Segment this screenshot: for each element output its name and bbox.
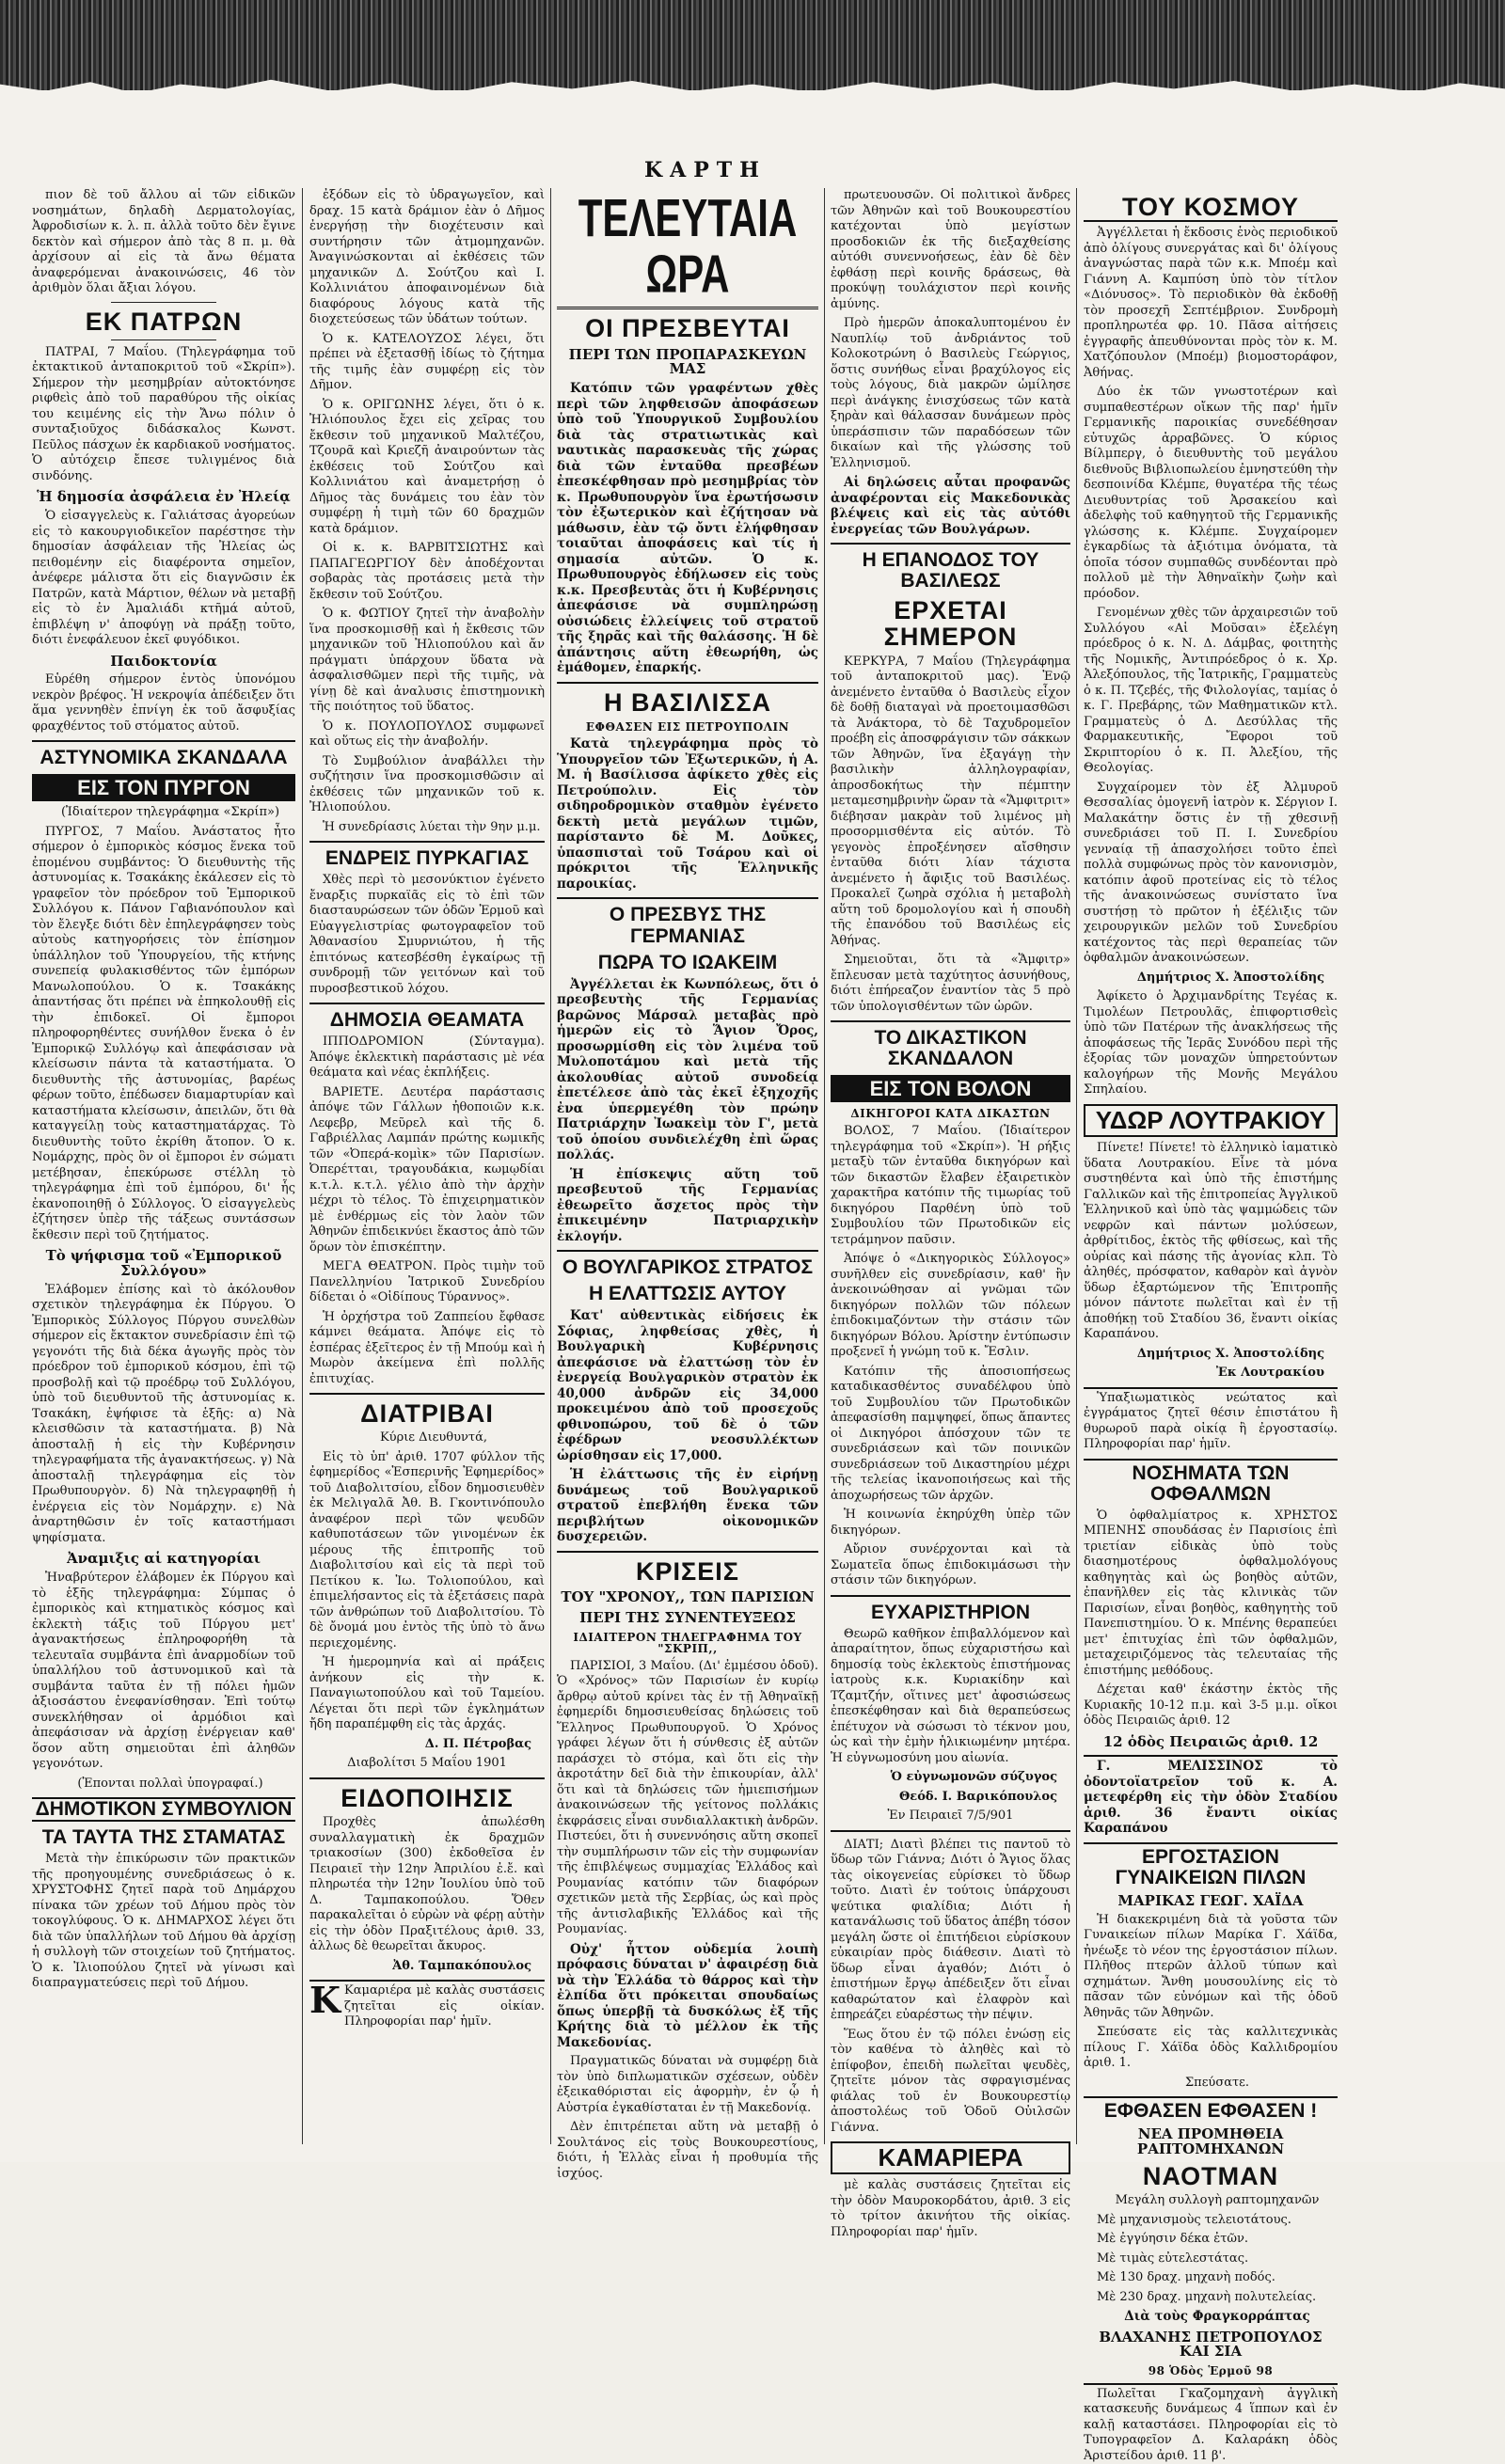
paragraph: Ἀφίκετο ὁ Ἀρχιμανδρίτης Τεγέας κ. Τιμολέων Πετρουλᾶς, ἐπιφορτισθεὶς ὑπὸ τῶν Πατέρων τῆς ἀνακλήσεως τῆς ἀποφάσεως τῆς Ἱερᾶς Συνόδου περὶ τῆς ἐξορίας τῶν μοναχῶν ὑπηρετούντων καλογήρων τῆς Μονῆς Μεγάλου Σπηλαίου. — [1084, 989, 1338, 1098]
headline-kriseis: ΚΡΙΣΕΙΣ — [636, 1556, 739, 1586]
headline-ek-patron: ΕΚ ΠΑΤΡΩΝ — [85, 307, 243, 336]
subhead: ΜΑΡΙΚΑΣ ΓΕΩΓ. ΧΑΪΔΑ — [1117, 1892, 1304, 1910]
signature-place: Ἐκ Λουτρακίου — [1215, 1366, 1324, 1381]
divider — [831, 1830, 1070, 1832]
headline-stamatas: ΤΑ ΤΑΥΤΑ ΤΗΣ ΣΤΑΜΑΤΑΣ — [41, 1826, 286, 1849]
headline-tou-kosmou: ΤΟΥ ΚΟΣΜΟΥ — [1084, 194, 1338, 222]
paragraph: Εἰς τὸ ὑπ' ἀριθ. 1707 φύλλον τῆς ἐφημερίδος «Ἑσπερινῆς Ἐφημερίδος» τοῦ Διαβολιτσίου, εἶδον δημοσιευθὲν ἐκ Μελιγαλᾶ Ἀθ. Β. Γκοντινόπουλο ἀναφέρον περὶ τῶν ψευδῶν καθυποτάσεων τῶν γινομένων ἐκ μέρους τῆς ἐπιτροπῆς τοῦ Διαβολιτσίου καὶ εἰς τὰ περὶ τοῦ Πετίκου κ. Ἰω. Τολιοπούλου, καὶ ἐπιμελήσαντος εἰς τὰ ἐξετάσεις παρὰ τῶν ἀνθρώπων τοῦ Διαβολιτσίου. Τὸ δὲ ὄνομά μου ἐντὸς τῆς ὑπὸ τὸ ἄνω περιεχομένης. — [309, 1449, 545, 1651]
paragraph: Δέχεται καθ' ἑκάστην ἐκτὸς τῆς Κυριακῆς 10-12 π.μ. καὶ 3-5 μ.μ. οἴκοι ὁδὸς Πειραιῶς ἀριθ. 12 — [1084, 1682, 1338, 1729]
headline-nosimata: ΝΟΣΗΜΑΤΑ ΤΩΝ ΟΦΘΑΛΜΩΝ — [1084, 1459, 1338, 1505]
paragraph: Πραγματικῶς δύναται νὰ συμφέρῃ διὰ τὸν ὑπὸ διπλωματικῶν σχέσεων, οὐδὲν ἐξεικαθόρισται εἰς ἀφορμὴν, ἐν ᾧ ἡ Αὐστρία ἐγκαθίσταται ἐν τῇ Μακεδονίᾳ. — [557, 2054, 818, 2115]
ad-text: Καμαριέρα μὲ καλὰς συστάσεις ζητεῖται εἰς οἰκίαν. Πληροφορίαι παρ' ἡμῖν. — [344, 1983, 545, 2030]
classified-ad: Κ Καμαριέρα μὲ καλὰς συστάσεις ζητεῖται εἰς οἰκίαν. Πληροφορίαι παρ' ἡμῖν. — [309, 1979, 545, 2030]
column-4 — [831, 188, 1070, 2239]
headline-kamariera: ΚΑΜΑΡΙΕΡΑ — [831, 2141, 1070, 2174]
list-item: Μὲ μηχανισμοὺς τελειοτάτους. — [1097, 2212, 1291, 2227]
paragraph: Πρὸ ἡμερῶν ἀποκαλυπτομένου ἐν Ναυπλίῳ τοῦ ἀνδριάντος τοῦ Κολοκοτρώνη ὁ Βασιλεὺς Γεώργιος, ὅστις συνήθως εἶναι βραχύλογος εἰς τοὺς λόγους, διὰ μακρῶν ὡμίλησε περὶ ἀνάγκης ἐνισχύσεως τῶν κατὰ ξηρὰν καὶ θάλασσαν δυνάμεων πρὸς ὑπεράσπισιν τῶν παραδόσεων τῶν δικαίων καὶ τῆς γλώσσης τοῦ Ἑλληνισμοῦ. — [831, 316, 1070, 470]
headline-eyxaristirion: ΕΥΧΑΡΙΣΤΗΡΙΟΝ — [871, 1601, 1030, 1623]
headline-teleutaia-ora: ΤΕΛΕΥΤΑΙΑ ΩΡΑ — [578, 187, 798, 304]
paragraph: Ἡ συνεδρίασις λύεται τὴν 9ην μ.μ. — [323, 819, 541, 834]
divider — [111, 302, 216, 303]
paragraph: Οἱ κ. κ. ΒΑΡΒΙΤΣΙΩΤΗΣ καὶ ΠΑΠΑΓΕΩΡΓΙΟΥ δὲν ἀποδέχονται σοβαρὰς τὰς προτάσεις μετὰ τὴν ἔκθεσιν τοῦ Σούτζου. — [309, 541, 545, 602]
headline-diatribai: ΔΙΑΤΡΙΒΑΙ — [360, 1399, 494, 1429]
divider — [32, 740, 295, 742]
signature: Ὁ εὐγνωμονῶν σύζυγος — [890, 1770, 1057, 1785]
headline-dimotikon: ΔΗΜΟΤΙΚΟΝ ΣΥΜΒΟΥΛΙΟΝ — [32, 1797, 295, 1822]
paragraph: Ὁ κ. ΚΑΤΕΛΟΥΖΟΣ λέγει, ὅτι πρέπει νὰ ἐξετασθῇ ἰδίως τὸ ζήτημα τῆς τιμῆς ἐὰν συμφέρῃ εἰς τὸν Δῆμον. — [309, 331, 545, 392]
headline-iokeim: ΠΩΡΑ ΤΟ ΙΩΑΚΕΙΜ — [597, 951, 778, 973]
headline-efthasen: ΕΦΘΑΣΕΝ ΕΦΘΑΣΕΝ ! — [1084, 2096, 1338, 2122]
subhead: Ἀναμιξις αἱ κατηγορίαι — [66, 1550, 261, 1568]
subhead: Τὸ ψήφισμα τοῦ «Ἐμπορικοῦ Συλλόγου» — [45, 1247, 282, 1280]
paragraph: Ἠναβρύτερον ἐλάβομεν ἐκ Πύργου καὶ τὸ ἑξῆς τηλεγράφημα: Σύμπας ὁ ἐμπορικὸς καὶ κτηματικὸς κόσμος καὶ ἐκλεκτὴ τάξις τοῦ Πύργου μετ' ἀγανακτήσεως ἐπληροφορήθη τὰ τελευταῖα συμβάντα ἐπὶ ἀναρμοδίων τοῦ ὑπαλλήλου τοῦ ἀστυνομικοῦ καὶ τὰ συμβάντα ταῦτα ἐν τῇ πόλει ἡμῶν ἀξιοσάστου ἐνεφανίσθησαν. Ἐπὶ τούτῳ συνεκλήθησαν οἱ ἀρμόδιοι καὶ ἀπεφάσισαν νὰ ἀρχίσῃ ἐνέργειαν καθ' ὅσον αὕτη σημειοῦται ἐπὶ ἀληθῶν γεγονότων. — [32, 1571, 295, 1772]
dateline: Διαβολίτσι 5 Μαΐου 1901 — [347, 1756, 507, 1771]
paragraph: Σπεύσατε εἰς τὰς καλλιτεχνικὰς πίλους Γ. Χάϊδα ὁδὸς Καλλιδρομίου ἀριθ. 1. — [1084, 2025, 1338, 2071]
column-rule — [1076, 188, 1077, 2144]
list-item: Μὲ τιμὰς εὐτελεστάτας. — [1097, 2251, 1249, 2266]
headline-voulgarikos: Ο ΒΟΥΛΓΑΡΙΚΟΣ ΣΤΡΑΤΟΣ — [562, 1256, 814, 1279]
subhead: ΝΕΑ ΠΡΟΜΗΘΕΙΑ ΡΑΠΤΟΜΗΧΑΝΩΝ — [1136, 2125, 1285, 2158]
paragraph: ΠΑΡΙΣΙΟΙ, 3 Μαΐου. (Δι' ἐμμέσου ὁδοῦ). Ὁ «Χρόνος» τῶν Παρισίων ἐν κυρίῳ ἄρθρῳ αὐτοῦ κρίνει τὰς ἐν τῇ Ἀθηναϊκῇ ἐφημερίδι δημοσιευθείσας δηλώσεις τοῦ Ἕλληνος Πρωθυπουργοῦ. Ὁ Χρόνος γράφει λέγων ὅτι ἡ σύνθεσις ἐξ αὐτῶν παράσχει τὸ στόμα, καὶ ὅτι εἰς τὴν ἀκροτάτην δεῖ διὰ τὴν ἐπικουρίαν, ἀλλ' ὅτι καὶ τὰ δηλώσεις τῶν ἡμιεπισήμων ἀνακοινώσεων τῆς γείτονος πολλάκις ἐκφράσεις εἶναι συνδιαλλακτικὴ ἀνδρῶν. Πιστεύει, ὅτι ἡ συνεννόησις αὕτη σκοπεῖ τὴν συμπλήρωσιν τῶν εἰς τὴν συμφωνίαν τῆς ἐπιβλέψεως συμμαχίας Ἑλλάδος καὶ Ρουμανίας κατόπιν τῶν διαφόρων σχετικῶν μετὰ τῆς Σερβίας, ὡς καὶ πρὸς τῆς ἀντισλαβικῆς Ἑλλάδος καὶ τῆς Ρουμανίας. — [557, 1658, 818, 1937]
paragraph: ἐξόδων εἰς τὸ ὑδραγωγεῖον, καὶ δραχ. 15 κατὰ δράμιον ἐὰν ὁ Δῆμος ἐνεργήσῃ τὴν διοχέτευσιν καὶ συντήρησιν τῶν ἀτμομηχανῶν. Ἀναγινώσκονται αἱ ἐκθέσεις τῶν μηχανικῶν Δ. Σούτζου καὶ Ι. Κολλινιάτου ἀποφαινομένων διὰ διαφόρους λόγους κατὰ τῆς διοχετεύσεως τῶν ὑδάτων τούτων. — [309, 188, 545, 326]
headline-vasilissa: Η ΒΑΣΙΛΙΣΣΑ — [603, 687, 772, 717]
paragraph: Ἀπόψε ὁ «Δικηγορικὸς Σύλλογος» συνῆλθεν εἰς συνεδρίασιν, καθ' ἣν ἀνεκοινώθησαν αἱ γνῶμαι τῶν δικηγόρων πολλῶν τῶν πόλεων ἐπιδοκιμαζόντων τὴν στάσιν τῶν δικηγόρων Βόλου. Ἀρίστην ἐντύπωσιν προξενεῖ ἡ γνώμη τοῦ κ. Ἔσλιν. — [831, 1252, 1070, 1360]
ad-text: Ὑπαξιωματικὸς νεώτατος καὶ ἐγγράματος ζητεῖ θέσιν ἐπιστάτου ἢ θυρωροῦ παρὰ οἰκίᾳ ἢ ἐργοστασίῳ. Πληροφορίαι παρ' ἡμῖν. — [1084, 1390, 1338, 1452]
paragraph: Οὐχ' ἧττον οὐδεμία λοιπὴ πρόφασις δύναται ν' ἀφαιρέσῃ διὰ νὰ τὴν Ἑλλάδα τὸ θάρρος καὶ τὴν ἐλπίδα ὅτι πρόκειται σπουδαίως ὅπως ὑπερβῇ τὰ δυσκόλως ἐξ τῆς Κρήτης διὰ τὸ μέλλον ἐκ τῆς Μακεδονίας. — [557, 1941, 818, 2050]
paragraph: Χθὲς περὶ τὸ μεσονύκτιον ἐγένετο ἔναρξις πυρκαϊᾶς εἰς τὸ ἐπὶ τῶν διασταυρώσεων τῶν ὁδῶν Ἑρμοῦ καὶ Εὐαγγελιστρίας φωτογραφεῖον τοῦ Ἀθανασίου Σμυρνιώτου, ἡ τῆς ἐπιτόνως κατεσβέσθη ἐγκαίρως τῇ συνδρομῇ τῶν γειτόνων καὶ τοῦ πυροσβεστικοῦ λόχου. — [309, 873, 545, 996]
classified-ad — [1084, 1387, 1338, 1453]
paragraph: Θεωρῶ καθῆκον ἐπιβαλλόμενον καὶ ἀπαραίτητον, ὅπως εὐχαριστήσω καὶ δημοσίᾳ τοὺς ἐκλεκτοὺς ἐπιστήμονας ἰατροὺς κ.κ. Κυριακίδην καὶ Τζαμτζήν, οἵτινες μετ' ἀφοσιώσεως ἐπεσκέφθησαν καὶ διὰ θεραπεύσεως ἐπέτυχον νὰ σώσωσι τὸ τέκνον μου, ὡς καὶ τὴν ἐμὴν ἡλικιωμένην μητέρα. Ἡ εὐγνωμοσύνη μου αἰωνία. — [831, 1626, 1070, 1765]
divider — [309, 1003, 545, 1004]
divider — [557, 897, 818, 899]
paragraph: Κατ' αὐθεντικὰς εἰδήσεις ἐκ Σόφιας, ληφθείσας χθὲς, ἡ Βουλγαρικὴ Κυβέρνησις ἀπεφάσισε νὰ ἐλαττώσῃ τὸν ἐν ἐνεργείᾳ Βουλγαρικὸν στρατὸν ἐκ 40,000 ἀνδρῶν εἰς 34,000 προκειμένου ἀπὸ τοῦ προσεχοῦς φθινοπώρου, τοῦ δὲ ὁ τῶν ἐφέδρων νεοσυλλέκτων ὡρίσθησαν εἰς 17,000. — [557, 1308, 818, 1463]
paragraph: Κατόπιν τῆς ἀποσιοπήσεως καταδικασθέντος συναδέλφου ὑπὸ τοῦ Συμβουλίου τῶν Πρωτοδικῶν ἀπεφασίσθη παμψηφεί, ὅπως ἅπαντες οἱ Δικηγόροι ἀπόσχουν τῶν τε συνεδριάσεων καὶ τῶν ποινικῶν συνεδριάσεων τοῦ Δικαστηρίου μέχρι τῆς τελείας ἱκανοποιήσεως καὶ τῆς ἀποχωρήσεως τῶν ἀρχῶν. — [831, 1364, 1070, 1503]
paragraph: πρωτευουσῶν. Οἱ πολιτικοὶ ἄνδρες τῶν Ἀθηνῶν καὶ τοῦ Βουκουρεστίου κατέχονται ὑπὸ μεγίστων προσδοκιῶν ἐκ τῆς διεξαχθείσης αὐτόθι συνεννοήσεως, ἐὰν δὲ δὲν ἐφθάσῃ περὶ κοινῆς δράσεως, θὰ προκύψῃ τουλάχιστον περὶ κοινῆς ἀμύνης. — [831, 188, 1070, 311]
headline-naotman: ΝΑΟΤΜΑΝ — [1142, 2161, 1279, 2190]
paragraph: ΠΥΡΓΟΣ, 7 Μαΐου. Ἀνάστατος ἦτο σήμερον ὁ ἐμπορικὸς κόσμος ἕνεκα τοῦ ἐπομένου συμβάντος: Ὁ διευθυντὴς τῆς ἀστυνομίας κ. Τσακάκης ἐκάλεσεν εἰς τὸ γραφεῖον τὸν πρόεδρον τοῦ Ἐμπορικοῦ Συλλόγου κ. Πάνον Γαβιανόπουλον καὶ τὸν ἔλεγξε διότι δὲν ἐπηλεγράφησεν τοὺς αὐτοὺς κατηγορήσεις τὸν ἐπίσημον ὑπάλληλον τοῦ Ὑπουργείου, τῆς κτήνης συνεπείᾳ φυλακισθέντος τῶν ἐμπόρων Μανωλοπούλου. Ὁ κ. Τσακάκης ἀπαντήσας ὅτι πρέπει νὰ ἐπηκολουθῇ εἰς τὴν ἐπιδοκεῖ. Οἱ ἔμποροι πληροφορηθέντες συνήλθον ἕνεκα ὁ ἐν Ἐμπορικῷ Συλλόγῳ καὶ ἀπεφάσισαν νὰ κλείσωσιν πάντα τὰ καταστήματα. Ὁ διευθυντὴς τῆς ἀστυνομίας, βαρέως φέρων τοῦτο, ἐπέδωσεν διαμαρτυρίαν καὶ καταστήματα κλείσωσιν, ἀπειλῶν, ὅτι θὰ καταγγείλῃ τοὺς καταστηματάρχας. Τὸ διευθυντὴς τοῦτο ἐκρίθη ἄτοπον. Ὁ κ. Νομάρχης, πρὸς ὃν οἱ ἔμποροι ἐν σώματι μετέβησαν, ἐπεκύρωσε στέλλη τὸ τηλεγράφημα ἐπὶ τοῦ ἐμπόρου, δι' ἧς ἐκανοποιηθῇ ὁ Σύλλογος. Ὁ εἰσαγγελεὺς ἐζήτησεν ὑπὲρ τῆς τάξεως συντάσσων ἔκθεσιν περὶ τοῦ ζητήματος. — [32, 824, 295, 1242]
headline-astynomika: ΑΣΤΥΝΟΜΙΚΑ ΣΚΑΝΔΑΛΑ — [40, 747, 288, 769]
column-2 — [309, 188, 545, 2144]
signatures-note: (Ἐπονται πολλαὶ ὑπογραφαί.) — [77, 1776, 263, 1791]
paragraph: Συγχαίρομεν τὸν ἐξ Ἀλμυροῦ Θεσσαλίας ὁμογενῆ ἰατρὸν κ. Σέργιον Ι. Μαλακάτην ὅστις ἐν τῇ χθεσινῇ συνεδριάσει τοῦ Π. Ι. Συνεδρίου γενναίᾳ τῇ ἀπασχολήσει τοῦτο ἐπεὶ πολλὰ συμφώνως πρὸς τὸν κανονισμὸν, κατόπιν ἀφοῦ προτείνας εἰς τὸ τέλος τῆς ἀνακοινώσεως συνίστατο ἵνα συστήσῃ τὸ πρῶτον ἡ ἐξέλιξις τῶν χειρουργικῶν μελῶν τοῦ Συνεδρίου κατέχοντος τὰς περὶ θεραπείας τῶν ὀφθαλμῶν ἀνακοινώσεων. — [1084, 780, 1338, 966]
headline-erxetai: ΕΡΧΕΤΑΙ ΣΗΜΕΡΟΝ — [883, 596, 1018, 652]
paragraph: Ὁ κ. ΦΩΤΙΟΥ ζητεῖ τὴν ἀναβολὴν ἵνα προσκομισθῇ καὶ ἡ ἔκθεσις τῶν μηχανικῶν τοῦ Ἠλιοπούλου καὶ ἄν πράγματι ὑπάρχουν ὕδατα νὰ ἀσφαλισθῶμεν περὶ τῆς τιμῆς, νὰ γίνῃ δὲ καὶ ἀναλυσις ἐπιστημονικὴ τῆς ποιότητος τοῦ ὕδατος. — [309, 607, 545, 714]
classified-ad — [1084, 1755, 1338, 1837]
divider — [309, 1393, 545, 1395]
paragraph: Ἡ ἡμερομηνία καὶ αἱ πράξεις ἀνήκουν εἰς τὴν κ. Παναγιωτοπούλου καὶ τοῦ Ταμείου. Λέγεται ὅτι περὶ τῶν ἐγκλημάτων ἤδη παραπέμφθη εἰς τὰς ἀρχάς. — [309, 1655, 545, 1732]
paragraph: Μεγάλη συλλογὴ ραπτομηχανῶν — [1115, 2193, 1320, 2208]
paragraph: ΒΟΛΟΣ, 7 Μαΐου. (Ἰδιαίτερον τηλεγράφημα τοῦ «Σκρίπ»). Ἡ ρήξις μεταξὺ τῶν ἐνταῦθα δικηγόρων καὶ τῶν δικαστῶν ἔλαβεν ἐξαιρετικὸν χαρακτῆρα κατόπιν τῆς τιμωρίας τοῦ δικηγόρου Παρθένη ὑπὸ τοῦ Συμβουλίου τῶν Πρωτοδικῶν εἰς τετράμηνον παῦσιν. — [831, 1124, 1070, 1247]
ad-text: Γ. ΜΕΛΙΣΣΙΝΟΣ τὸ ὀδοντοϊατρεῖον τοῦ κ. Α. μετεφέρθη εἰς τὴν ὁδὸν Σταδίου ἀριθ. 36 ἔναντι οἰκίας Καραπάνου — [1084, 1759, 1338, 1837]
address-line: 98 Ὁδὸς Ἑρμοῦ 98 — [1148, 2364, 1274, 2378]
column-rule — [302, 188, 303, 2144]
headline-eidopoiisis: ΕΙΔΟΠΟΙΗΣΙΣ — [341, 1783, 514, 1812]
paragraph: Ἀγγέλλεται ἡ ἔκδοσις ἑνὸς περιοδικοῦ ἀπὸ ὀλίγους συνεργάτας καὶ δι' ὀλίγους ἀναγνώστας παρὰ τῶν κ.κ. Μποέμ καὶ Γιάννη Α. Καμπύση ὑπὸ τὸν τίτλον «Διόνυσος». Τὸ περιοδικὸν θὰ ἐκδοθῇ τὸν προσεχῆ Σεπτέμβριον. Συνδρομὴ προπληρωτέα φρ. 10. Πᾶσα αἰτήσεις ἐγγραφῆς ἀπευθύνονται πρὸς τὸν κ. Μ. Χατζόπουλον (Μποέμ) βιομοστοράφον, Ἀθήνας. — [1084, 226, 1338, 380]
subhead: ΠΕΡΙ ΤΗΣ ΣΥΝΕΝΤΕΥΞΕΩΣ — [579, 1608, 796, 1626]
paragraph: Ἐλάβομεν ἐπίσης καὶ τὸ ἀκόλουθον σχετικὸν τηλεγράφημα ἐκ Πύργου. Ὁ Ἐμπορικὸς Σύλλογος Πύργου συνελθὼν σήμερον εἰς ἔκτακτον συνεδρίασιν ἐπὶ τῷ γεγονότι τῆς διὰ δέκα ἀγωγῆς πρὸς τὸν πρόεδρον τοῦ ἐμπορικοῦ κόσμου, ἐπὶ τῷ προσβολῇ καὶ τῷ προέδρῳ τοῦ Συλλόγου, ὑπὸ τοῦ διευθυντοῦ τῆς ἀστυνομίας κ. Τσακάκη, ἐψήφισε τὰ ἑξῆς: α) Νὰ κλεισθῶσιν τὰ καταστήματα. β) Νὰ ἀποσταλῇ ἡ εἰς τὴν Κυβέρνησιν τηλεγραφήματα τῆς ἀγανακτήσεως. γ) Νὰ ἀποσταλῇ τηλεγράφημα εἰς τὸν Πρωθυπουργὸν. δ) Νὰ τηλεγραφηθῇ ἡ ἐνέργεια εἰς τὸν Νομάρχην. ε) Νὰ ἀναρτηθῶσιν ἐν τοῖς καταστήμασι ψηφίσματα. — [32, 1282, 295, 1545]
divider — [557, 307, 818, 309]
divider — [557, 682, 818, 684]
paragraph: Κατόπιν τῶν γραφέντων χθὲς περὶ τῶν ληφθεισῶν ἀποφάσεων ὑπὸ τοῦ Ὑπουργικοῦ Συμβουλίου διὰ τὰς στρατιωτικὰς καὶ ναυτικὰς παρασκευὰς τῆς χώρας διὰ τῶν ἐνταῦθα πρεσβέων ἐπεσκέφθησαν πρὸ μεσημβρίας τὸν κ. Πρωθυπουργὸν ἵνα ἐρωτήσωσιν τὸν ἐξωτερικὸν καὶ ἐζήτησαν νὰ μάθωσιν, ἐὰν τῷ ὄντι ἐλήφθησαν τοιαῦται ἀποφάσεις καὶ τίς ἡ σημασία αὐτῶν. Ὁ κ. Πρωθυπουργὸς ἐδήλωσεν εἰς τοὺς κ.κ. Πρεσβευτὰς ὅτι ἡ Κυβέρνησις ἀπεφάσισε νὰ συμπληρώσῃ οὐσιώδεις ἐλλείψεις τοῦ στρατοῦ τῆς ξηρᾶς καὶ τῆς θαλάσσης. Ἡ δὲ ἀπάντησις αὕτη ἐθεωρήθη, ὡς ἐμάθομεν, ἐπαρκής. — [557, 381, 818, 676]
torn-top-band — [0, 0, 1505, 90]
subhead: ΙΔΙΑΙΤΕΡΟΝ ΤΗΛΕΓΡΑΦΗΜΑ ΤΟΥ "ΣΚΡΙΠ,, — [573, 1630, 802, 1656]
paragraph: Τὸ Συμβούλιον ἀναβάλλει τὴν συζήτησιν ἵνα προσκομισθῶσιν αἱ ἐκθέσεις τῶν μηχανικῶν τοῦ κ. Ἠλιοπούλου. — [309, 753, 545, 814]
salutation: Κύριε Διευθυντά, — [379, 1430, 488, 1445]
divider — [309, 1777, 545, 1779]
paragraph: Ἡ ἐπίσκεψις αὕτη τοῦ πρεσβευτοῦ τῆς Γερμανίας ἐθεωρεῖτο ἄσχετος πρὸς τὴν ἐπικειμένην Πατριαρχικὴν ἐκλογήν. — [557, 1166, 818, 1244]
paragraph: Δὲν ἐπιτρέπεται αὕτη νὰ μεταβῇ ὁ Σουλτάνος εἰς τοὺς Βουκουρεστίους, διότι, ἡ Ἑλλὰς εἶναι ἡ προθυμία τῆς ἰσχύος. — [557, 2120, 818, 2181]
column-3 — [557, 187, 818, 2181]
classified-ad: μὲ καλὰς συστάσεις ζητεῖται εἰς τὴν ὁδὸν Μαυροκορδάτου, ἀριθ. 3 εἰς τὸ τρίτον ἀκινήτου τῆς οἰκίας. Πληροφορίαι παρ' ἡμῖν. — [831, 2178, 1070, 2239]
subhead: ΠΕΡΙ ΤΩΝ ΠΡΟΠΑΡΑΣΚΕΥΩΝ ΜΑΣ — [568, 345, 807, 378]
divider — [557, 1551, 818, 1553]
headline-theamata: ΔΗΜΟΣΙΑ ΘΕΑΜΑΤΑ — [329, 1009, 525, 1032]
paragraph: Ἀγγέλλεται ἐκ Κωνπόλεως, ὅτι ὁ πρεσβευτὴς τῆς Γερμανίας βαρῶνος Μάρσαλ μεταβὰς πρὸ ἡμερῶν εἰς τὸ Ἅγιον Ὄρος, προσωρμίσθη εἰς τὸν λιμένα τοῦ Μυλοποτάμου καὶ μετὰ τῆς ἀκολουθίας αὐτοῦ συνοδείᾳ ἐπετέλεσε ἀπὸ τὰς ἐκεῖ ἐξηχοχῆς ἐνα ὑπερμεγέθη τὸν πρώην Πατριάρχην Ἰωακεὶμ τὸν Γ', μετὰ τοῦ ὁποίου συνδιελέχθη ἐπὶ ὥρας πολλάς. — [557, 976, 818, 1163]
divider — [831, 1020, 1070, 1022]
paragraph: ΜΕΓΑ ΘΕΑΤΡΟΝ. Πρὸς τιμὴν τοῦ Πανελληνίου Ἰατρικοῦ Συνεδρίου δίδεται ὁ «Οἰδίπους Τύραννος». — [309, 1259, 545, 1305]
subhead: Ἡ δημοσία ἀσφάλεια ἐν Ἠλείᾳ — [37, 488, 291, 506]
paragraph: Προχθὲς ἀπωλέσθη συναλλαγματικὴ ἐκ δραχμῶν τριακοσίων (300) ἐκδοθεῖσα ἐν Πειραιεῖ τὴν 12ην Ἀπριλίου ἐ.ἔ. καὶ πληρωτέα τὴν 12ην Ἰουλίου ὑπὸ τοῦ Δ. Ταμπακοπούλου. Ὅθεν παρακαλεῖται ὁ εὑρὼν νὰ φέρῃ αὐτὴν εἰς τὴν ὁδὸν Πραξιτέλους ἀριθ. 33, ἀλλως δὲ θεωρεῖται ἄκυρος. — [309, 1815, 545, 1954]
signature: Δημήτριος Χ. Ἀποστολίδης — [1136, 970, 1324, 985]
headline-eis-ton-volon: ΕΙΣ ΤΟΝ ΒΟΛΟΝ — [831, 1075, 1070, 1102]
paragraph: πιον δὲ τοῦ ἄλλου αἱ τῶν εἰδικῶν νοσημάτων, δηλαδὴ Δερματολογίας, Ἀφροδισίων κ. λ. π. ἀλλὰ τοῦτο δὲν ἔγινε δεκτὸν καὶ σήμερον ἀπὸ τὰς 8 π. μ. θὰ ἀρχίσουν αἱ εἰς τὰ ἄνω θέματα ἀναφερόμεναι ἀνακοινώσεις, 46 τὸν ἀριθμὸν ὅλαι ἄξιαι λόγου. — [32, 188, 295, 295]
signature: Δ. Π. Πέτροβας — [424, 1736, 531, 1751]
headline-eis-ton-pyrgon: ΕΙΣ ΤΟΝ ΠΥΡΓΟΝ — [32, 774, 295, 801]
signature: Ἀθ. Ταμπακόπουλος — [392, 1958, 531, 1973]
subhead: ΕΦΘΑΣΕΝ ΕΙΣ ΠΕΤΡΟΥΠΟΛΙΝ — [585, 719, 790, 734]
paragraph: Σπεύσατε. — [1184, 2075, 1250, 2090]
paragraph: Ἡ κοινωνία ἐκηρύχθη ὑπὲρ τῶν δικηγόρων. — [831, 1508, 1070, 1538]
signature: Δημήτριος Χ. Ἀποστολίδης — [1136, 1346, 1324, 1361]
headline-epanodos: Η ΕΠΑΝΟΔΟΣ ΤΟΥ ΒΑΣΙΛΕΩΣ — [862, 549, 1039, 592]
address-line: 12 ὁδὸς Πειραιῶς ἀριθ. 12 — [1102, 1732, 1319, 1750]
paragraph: Αἱ δηλώσεις αὗται προφανῶς ἀναφέρονται εἰς Μακεδονικὰς βλέψεις καὶ εἰς τὰς αὐτόθι ἐνεργείας τῶν Βουλγάρων. — [831, 475, 1070, 537]
headline-elattosis: Η ΕΛΑΤΤΩΣΙΣ ΑΥΤΟΥ — [588, 1283, 787, 1305]
headline-vlaxanis: ΒΛΑΧΑΝΗΣ ΠΕΤΡΟΠΟΥΛΟΣ ΚΑΙ ΣΙΑ — [1099, 2328, 1323, 2361]
headline-pyrkagiai: ΕΝΔΡΕΙΣ ΠΥΡΚΑΓΙΑΣ — [325, 847, 530, 869]
paragraph: Πίνετε! Πίνετε! τὸ ἐλληνικὸ ἰαματικὸ ὕδατα Λουτρακίου. Εἶνε τὰ μόνα συστηθέντα καὶ ὑπὸ τῆς ἐπιστήμης Γαλλικῶν καὶ τῆς ἐπιτροπείας Ἀγγλικοῦ Ἑλληνικοῦ καὶ ὑπὸ τὰς ψαμμώδεις τῶν νεφρῶν καὶ πάντων μολύσεων, ἀρθρίτιδος, ἐκτὸς τῆς φθίσεως, καὶ τῆς οὐρίας καὶ πάσης τῆς ἀγονίας κλπ. Τὸ ἀληθές, πρόσφατον, καθαρὸν καὶ ἀγνὸν ὕδωρ ἐξαρτώμενον τῆς Ἐπιτροπῆς μόνον πάντοτε πωλεῖται καὶ ἐν τῇ ἀποθήκῃ τοῦ Σταδίου 36, ἔναντι οἰκίας Καραπάνου. — [1084, 1141, 1338, 1342]
dateline: (Ἰδιαίτερον τηλεγράφημα «Σκρίπ») — [60, 805, 280, 820]
classified-ad — [1084, 2383, 1338, 2464]
list-item: Μὲ 130 δραχ. μηχανὴ ποδός. — [1097, 2270, 1275, 2285]
headline-presvys: Ο ΠΡΕΣΒΥΣ ΤΗΣ ΓΕΡΜΑΝΙΑΣ — [609, 904, 767, 947]
paragraph: Μετὰ τὴν ἐπικύρωσιν τῶν πρακτικῶν τῆς προηγουμένης συνεδριάσεως ὁ κ. ΧΡΥΣΤΟΦΗΣ ζητεῖ παρὰ τοῦ Δημάρχου πίνακα τῶν χρέων τοῦ Δήμου πρὸς τὸν τοκογλύφους. Ὁ κ. ΔΗΜΑΡΧΟΣ λέγει ὅτι διὰ τῶν ὑπαλλήλων τοῦ Δήμου θὰ ἀρχίσῃ ἡ συλλογὴ τῶν στοιχείων τοῦ ζητήματος. Ὁ κ. Ἰλιοπούλου ζητεῖ νὰ γίνωσι καὶ διαπραγματεύσεις περὶ τοῦ Δήμου. — [32, 1852, 295, 1991]
paragraph: Ὁ κ. ΟΡΙΓΩΝΗΣ λέγει, ὅτι ὁ κ. Ἠλιόπουλος ἔχει εἰς χεῖρας του ἔκθεσιν τοῦ μηχανικοῦ Μαλτέζου, Τζουρᾶ καὶ Κριεζῆ ἀναιρούντων τὰς ἐκθέσεις τοῦ Σούτζου καὶ Κολλινιάτου καὶ ἀναμετρήσῃ ὁ Δῆμος τὰς δυνάμεις του ἐὰν τὸν συμφέρῃ ἡ τιμὴ τῶν 60 δραχμῶν κατὰ δράμιον. — [309, 397, 545, 536]
column-rule — [824, 188, 825, 2144]
paragraph: Ἡ ἐλάττωσις τῆς ἐν εἰρήνῃ δυνάμεως τοῦ Βουλγαρικοῦ στρατοῦ ἐπεβλήθη ἕνεκα τῶν περιβλήτων οἰκονομικῶν δυσχερειῶν. — [557, 1467, 818, 1545]
signature: Θεόδ. Ι. Βαρικόπουλος — [898, 1789, 1057, 1804]
subhead: Παιδοκτονία — [110, 652, 217, 670]
paragraph: ΚΕΡΚΥΡΑ, 7 Μαΐου (Τηλεγράφημα τοῦ ἀνταποκριτοῦ μας). Ἐνῷ ἀνεμένετο ἐνταῦθα ὁ Βασιλεὺς εἶχον δὲ δοθῇ διαταγαὶ νὰ προετοιμασθῶσι τὰ Ἀνάκτορα, τὸ δὲ Ταχυδρομεῖον προέβη εἰς ἀποσφράγισιν τῶν σάκκων τῶν Ἀθηνῶν, ἵνα ἐξαγάγῃ τὴν βασιλικὴν ἀλληλογραφίαν, ἀπροσδοκήτως τὴν πέμπτην μεταμεσημβρινὴν ὥραν τὰ «Ἅμφιτριτ» διέβησαν μακρὰν τοῦ λιμένος μὴ προσορμισθέντα εἰς αὐτόν. Τὸ γεγονὸς ἐπροξένησεν αἴσθησιν ἐνταῦθα διότι λίαν τάχιστα ἀνεμένετο ἡ ἄφιξις τοῦ Βασιλέως. Προκαλεῖ ζωηρὰ σχόλια ἡ μεταβολὴ αὕτη τοῦ δρομολογίου καὶ ἡ σπουδὴ τῆς ἐπανόδου τοῦ Βασιλέως εἰς Ἀθήνας. — [831, 654, 1070, 948]
column-rule — [550, 188, 551, 2144]
paragraph: Δύο ἐκ τῶν γνωστοτέρων καὶ συμπαθεστέρων οἴκων τῆς παρ' ἡμῖν Γερμανικῆς παροικίας συνεδέθησαν εὐτυχῶς ἀρραβῶνες. Ὁ κύριος Βίλμπεργ, ὁ διευθυντὴς τοῦ μεγάλου διεθνοῦς Βιβλιοπωλείου ἐμνηστεύθη τὴν δεσποινίδα Κλέμπε, θυγατέρα τῆς τέως Διευθυντρίας τοῦ Ἀρσακείου καὶ ἀδελφὴς τοῦ καθηγητοῦ τῆς Γερμανικῆς γλώσσης κ. Κλέμπε. Συγχαίρομεν ἐγκαρδίως τὰ ἀξιότιμα ὀνόματα, τὰ ὁποῖα τόσον συμπαθῶς συνδέονται πρὸ πολλοῦ μὲ τὴν Ἀθηναϊκὴν ζωὴν καὶ πρόοδον. — [1084, 385, 1338, 601]
column-5 — [1084, 188, 1338, 2463]
paragraph: ΔΙΑΤΙ; Διατὶ βλέπει τις παντοῦ τὸ ὕδωρ τῶν Γιάννα; Διότι ὁ Ἄγιος ὅλας τὰς οἰκογενείας εὑρίσκει τὸ ὕδωρ τοῦτο. Διατὶ ἐν τούτοις ὑπάρχουσι ψεύτικα φιαλίδια; Διότι ἡ κατανάλωσις τοῦ ὕδατος ἀπέβη τόσον μεγάλη ὥστε οἱ ἐπιτήδειοι εὑρίσκουν εὐκαιρίαν πρὸς διάθεσιν. Διατὶ τὸ ὕδωρ εἶναι ἀγαθόν; Διότι ὁ ἐπιστήμων ἔργῳ ἀπέδειξεν ὅτι εἶναι καθαρώτατον καὶ ἐλαφρὸν καὶ ἐπηρεάζει εὐαρέστως τὴν πέψιν. — [831, 1837, 1070, 2023]
paragraph: Αὔριον συνέρχονται καὶ τὰ Σωματεῖα ὅπως ἐπιδοκιμάσωσι τὴν στάσιν τῶν δικηγόρων. — [831, 1542, 1070, 1588]
paragraph: Διὰ τοὺς Φραγκορράπτας — [1124, 2309, 1310, 2325]
paragraph: Ἡ διακεκριμένη διὰ τὰ γοῦστα τῶν Γυναικείων πίλων Μαρίκα Γ. Χάϊδα, ἠνέωξε τὸ νέον της ἐργοστάσιον πίλων. Πλῆθος πτερῶν ἀλλοῦ τύπων καὶ σχημάτων. Ἄνθη μουσουλίνης εἰς τὸ πᾶσαν τῶν εὐνόμων καὶ τῆς ὁδοῦ Ἀθηνᾶς τῶν Ἀθηνῶν. — [1084, 1912, 1338, 2020]
dateline: Ἐν Πειραιεῖ 7/5/901 — [887, 1809, 1014, 1824]
divider — [309, 841, 545, 843]
paragraph: Ὁ εἰσαγγελεὺς κ. Γαλιάτσας ἀγορεύων εἰς τὸ κακουργιοδικεῖον παρέστησε τὴν δημοσίαν ἀσφάλειαν τῆς Ἠλείας ὡς πειθομένην εἰς διαφέροντα σημεῖον, ἀνέφερε μάλιστα ὅτι εἰς διαγνῶσιν ἐκ Πατρῶν, κατὰ Μάρτιον, θέλων νὰ μεταβῇ εἰς τὸ ἐν Ἀμαλιάδι κτῆμά αὐτοῦ, ἐπιβλέψη ν' ἀποφύγῃ νὰ πράξῃ τοῦτο, διότι ἐνεφάλευον ἐκεῖ φυγόδικοι. — [32, 509, 295, 648]
divider — [557, 1250, 818, 1252]
paragraph: Ὁ κ. ΠΟΥΛΟΠΟΥΛΟΣ συμφωνεῖ καὶ οὕτως εἰς τὴν ἀναβολήν. — [309, 719, 545, 749]
paragraph: Ὁ ὀφθαλμίατρος κ. ΧΡΗΣΤΟΣ ΜΠΕΝΗΣ σπουδάσας ἐν Παρισίοις ἐπὶ τριετίαν εἰδικὰς ὑπὸ τοὺς διασημοτέρους ὀφθαλμολόγους καθηγητὰς καὶ ὡς βοηθὸς αὐτῶν, ἐπανῆλθεν εἰς τὰς κλινικὰς τῶν Παρισίων, εἶναι βοηθὸς, καθηγητὴς τοῦ Πανεπιστημίου. Ὁ κ. Μπένης θεραπεύει μετ' ἐπιτυχίας ἐπὶ τῶν ὀφθαλμῶν, μεταχειριζόμενος τὰς τελευταίας τῆς ἐπιστήμης μεθόδους. — [1084, 1508, 1338, 1678]
headline-ydor-loutrakiou: ΥΔΩΡ ΛΟΥΤΡΑΚΙΟΥ — [1084, 1104, 1338, 1137]
headline-presveutai: ΟΙ ΠΡΕΣΒΕΥΤΑΙ — [585, 314, 790, 343]
divider — [831, 543, 1070, 545]
divider — [831, 1595, 1070, 1597]
subhead: ΔΙΚΗΓΟΡΟΙ ΚΑΤΑ ΔΙΚΑΣΤΩΝ — [850, 1107, 1051, 1121]
headline-dikastikon: ΤΟ ΔΙΚΑΣΤΙΚΟΝ ΣΚΑΝΔΑΛΟΝ — [874, 1027, 1027, 1070]
paragraph: Ἕως ὅτου ἐν τῷ πόλει ἐνώσῃ εἰς τὸν καθένα τὸ ἀληθὲς καὶ τὸ ἐπίφοβον, ἐπειδὴ πωλεῖται ψευδὲς, ζητεῖτε μόνον τὰς σφραγισμένας φιάλας τοῦ ἐν Βουκουρεστίῳ ἀποστολέως τοῦ Ὁδοῦ Οὐιλσῶν Γιάννα. — [831, 2027, 1070, 2135]
paragraph: Κατὰ τηλεγράφημα πρὸς τὸ Ὑπουργεῖον τῶν Ἐξωτερικῶν, ἡ Α. Μ. ἡ Βασίλισσα ἀφίκετο χθὲς εἰς Πετρούπολιν. Εἰς τὸν σιδηροδρομικὸν σταθμὸν ἐγένετο δεκτὴ μετὰ μεγάλων τιμῶν, παρίσταντο δὲ Μ. Δοῦκες, ὑπασπισταὶ τοῦ Τσάρου καὶ οἱ πρόκριτοι τῆς Ἑλληνικῆς παροικίας. — [557, 736, 818, 892]
list-item: Μὲ 230 δραχ. μηχανὴ πολυτελείας. — [1097, 2289, 1317, 2304]
list-item: Μὲ ἐγγύησιν δέκα ἐτῶν. — [1097, 2232, 1249, 2247]
subhead: ΤΟΥ "ΧΡΟΝΟΥ,, ΤΩΝ ΠΑΡΙΣΙΩΝ — [561, 1588, 815, 1606]
paragraph: Σημειοῦται, ὅτι τὰ «Ἅμφιτρ» ἔπλευσαν μετὰ ταχύτητος ἀσυνήθους, διότι ἐπήρεαζον ἐναντίον τὰς 5 πρὸ τῶν ὑπολογισθέντων τῶν ὡρῶν. — [831, 953, 1070, 1014]
paragraph: ΒΑΡΙΕΤΕ. Δευτέρα παράστασις ἀπόψε τῶν Γάλλων ἠθοποιῶν κ.κ. Λεφεβρ, Μεῦρελ καὶ τῆς δ. Γαβριέλλας Λαμπάν πρώτης κωμικῆς τῶν «Ὀπερά-κομὶκ» τῶν Παρισίων. Ὀπερέτται, τραγουδάκια, κωμῳδίαι κ.τ.λ. κ.τ.λ. γέλιο ἀπὸ τὴν ἀρχὴν μέχρι τὸ τέλος. Τὸ ἐπιχειρηματικὸν μὲ ἐνθέρμως εἰς τὸν λαὸν τῶν Ἀθηνῶν ἐπιδεικνύει ἕκαστος ἀπὸ τῶν ὅρων τὸν ἐπισκέπτην. — [309, 1084, 545, 1255]
paragraph: ΠΑΤΡΑΙ, 7 Μαΐου. (Τηλεγράφημα τοῦ ἐκτακτικοῦ ἀνταποκριτοῦ τοῦ «Σκρίπ»). Σήμερον τὴν μεσημβρίαν αὐτοκτόνησε ριφθεὶς ἀπὸ τοῦ παραθύρου τῆς οἰκίας του κειμένης εἰς τὴν Ἄνω πόλιν ὁ συνταξιοῦχος διδάσκαλος Κωνστ. Πεῦλος πάσχων ἐκ καρδιακοῦ νοσήματος. Ὁ αὐτόχειρ ἔπεσε τυλιγμένος διὰ σινδόνης. — [32, 344, 295, 483]
paragraph: ΙΠΠΟΔΡΟΜΙΟΝ (Σύνταγμα). Ἀπόψε ἐκλεκτικὴ παράστασις μὲ νέα θεάματα καὶ νέας ἐκπλήξεις. — [309, 1035, 545, 1081]
paragraph: Γενομένων χθὲς τῶν ἀρχαιρεσιῶν τοῦ Συλλόγου «Αἱ Μοῦσαι» ἐξελέγη πρόεδρος ὁ κ. Ν. Δ. Δάμβας, φοιτητὴς τῆς Νομικῆς, Ἀντιπρόεδρος ὁ κ. Χρ. Ἀλεξόπουλος, τῆς Ἰατρικῆς, Γραμματεὺς ὁ κ. Π. Τζεβές, τῆς Φιλολογίας, ταμίας ὁ κ. Γ. Πρεβάρης, τῶν Μαθηματικῶν κτλ. Γραμματεὺς ὁ Δ. Δεσύλλας τῆς Φαρμακευτικῆς, Ἔφοροι τοῦ Σκριπτορίου ὁ κ. Π. Ἀλεξίου, τῆς Θεολογίας. — [1084, 606, 1338, 776]
column-1 — [32, 188, 295, 2144]
paragraph: Ἡ ὀρχήστρα τοῦ Ζαππείου ἔφθασε κάμνει θεάματα. Ἀπόψε εἰς τὸ ἑσπέρας ἐξεῖτερος ἐν τῇ Μπούμ καὶ ἡ Μωρὸν ἀκείμενα ἐπὶ πολλῆς ἐπιτυχίας. — [309, 1309, 545, 1386]
headline-ergostasion: ΕΡΓΟΣΤΑΣΙΟΝ ΓΥΝΑΙΚΕΙΩΝ ΠΙΛΩΝ — [1084, 1842, 1338, 1888]
ad-text: Πωλεῖται Γκαζομηχανὴ ἀγγλικὴ κατασκευῆς δυνάμεως 4 ἵππων καὶ ἐν καλῇ καταστάσει. Πληροφορίαι εἰς τὸ Τυπογραφεῖον Δ. Καλαράκη ὁδὸς Ἀριστείδου ἀριθ. 11 β'. — [1084, 2386, 1338, 2463]
masthead: ΚΑΡΤΗ — [644, 158, 767, 182]
paragraph: Εὑρέθη σήμερον ἐντὸς ὑπονόμου νεκρὸν βρέφος. Ἡ νεκροψία ἀπέδειξεν ὅτι ἅμα γεννηθὲν ἐπνίγη ἐκ τοῦ ἄσφυξίας φραχθέντος τοῦ στόματος αὐτοῦ. — [32, 672, 295, 734]
